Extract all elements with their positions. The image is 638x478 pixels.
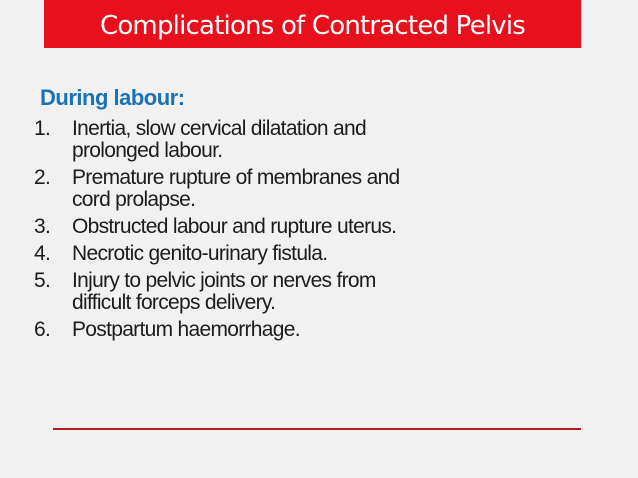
bottom-divider <box>53 428 581 430</box>
list-item-line: Obstructed labour and rupture uterus. <box>72 215 397 238</box>
list-item-text <box>72 167 524 211</box>
subheading: During labour: <box>40 85 185 110</box>
list-item-number: 5. <box>34 269 51 292</box>
list-item <box>34 319 524 341</box>
list-item-number: 6. <box>34 318 51 341</box>
list-item-line: Premature rupture of membranes and <box>72 166 400 189</box>
complications-list <box>34 118 524 346</box>
slide-title: Complications of Contracted Pelvis <box>99 11 526 41</box>
list-item-line: Injury to pelvic joints or nerves from <box>72 269 376 292</box>
list-item-line: Inertia, slow cervical dilatation and <box>72 117 366 140</box>
list-item-text <box>72 243 524 265</box>
list-item <box>34 216 524 238</box>
list-item <box>34 167 524 211</box>
list-item-line: Postpartum haemorrhage. <box>72 318 300 341</box>
title-banner <box>44 0 581 48</box>
list-item-text <box>72 216 524 238</box>
list-item-text <box>72 319 524 341</box>
list-item-text <box>72 270 524 314</box>
list-item-line: prolonged labour. <box>72 139 223 162</box>
list-item <box>34 270 524 314</box>
list-item <box>34 118 524 162</box>
list-item-line: cord prolapse. <box>72 188 196 211</box>
list-item-text <box>72 118 524 162</box>
list-item <box>34 243 524 265</box>
list-item-line: Necrotic genito-urinary fistula. <box>72 242 328 265</box>
list-item-number: 1. <box>34 117 51 140</box>
list-item-number: 4. <box>34 242 51 265</box>
list-item-number: 3. <box>34 215 51 238</box>
list-item-line: difficult forceps delivery. <box>72 291 276 314</box>
list-item-number: 2. <box>34 166 51 189</box>
